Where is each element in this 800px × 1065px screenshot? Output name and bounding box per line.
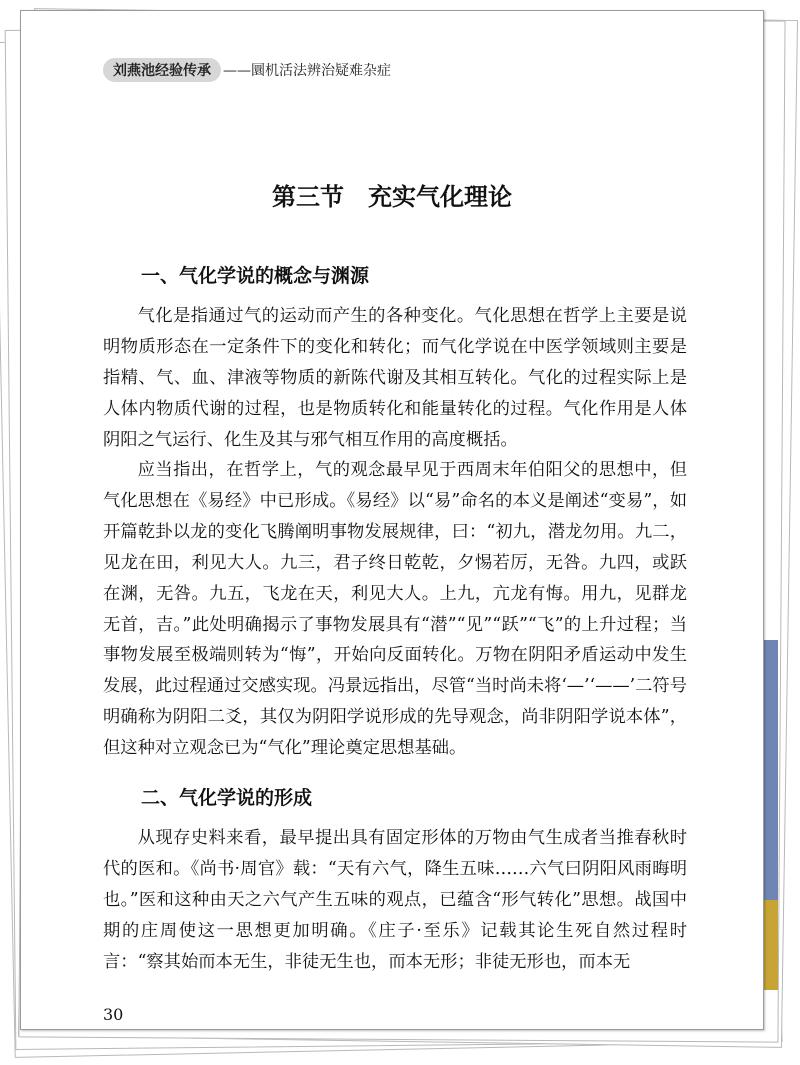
paragraph-2: 应当指出，在哲学上，气的观念最早见于西周末年伯阳父的思想中，但气化思想在《易经》中已形成。《易经》以“易”命名的本义是阐述“变易”，如开篇乾卦以龙的变化飞腾阐明事物发展规律，曰：“初九，潜龙勿用。九二，见龙在田，利见大人。九三，君子终日乾乾，夕惕若厉，无咎。九四，或跃在渊，无咎。九五，飞龙在天，利见大人。上九，亢龙有悔。用九，见群龙无首，吉。”此处明确揭示了事物发展具有“潜”“见”“跃”“飞”的上升过程；当事物发展至极端则转为“悔”，开始向反面转化。万物在阴阳矛盾运动中发生发展，此过程通过交感实现。冯景远指出，尽管“当时尚未将‘—’‘——’二符号明确称为阴阳二爻，其仅为阴阳学说形成的先导观念，尚非阴阳学说本体”，但这种对立观念已为“气化”理论奠定思想基础。 (103, 460, 687, 759)
cover-edge-gold (764, 900, 778, 990)
section-title: 第三节 充实气化理论 (272, 182, 512, 211)
subsection-heading-2: 二、气化学说的形成 (141, 787, 313, 809)
header-subtitle: ——圜机活法辨治疑难杂症 (223, 63, 391, 79)
book-page (20, 10, 764, 1030)
subsection-heading-1: 一、气化学说的概念与渊源 (141, 265, 370, 287)
header-book-title: 刘燕池经验传承 (103, 58, 221, 82)
paragraph-3: 从现存史料来看，最早提出具有固定形体的万物由气生成者当推春秋时代的医和。《尚书·周官》载：“天有六气，降生五味……六气曰阴阳风雨晦明也。”医和这种由天之六气产生五味的观点，已蕴含“形气转化”思想。战国中期的庄周使这一思想更加明确。《庄子·至乐》记载其论生死自然过程时言：“察其始而本无生，非徒无生也，而本无形；非徒无形也，而本无 (103, 828, 687, 972)
page-number: 30 (103, 1005, 124, 1024)
running-header (103, 57, 391, 83)
paragraph-1: 气化是指通过气的运动而产生的各种变化。气化思想在哲学上主要是说明物质形态在一定条件下的变化和转化；而气化学说在中医学领域则主要是指精、气、血、津液等物质的新陈代谢及其相互转化。气化的过程实际上是人体内物质代谢的过程，也是物质转化和能量转化的过程。气化作用是人体阴阳之气运行、化生及其与邪气相互作用的高度概括。 (103, 306, 687, 450)
